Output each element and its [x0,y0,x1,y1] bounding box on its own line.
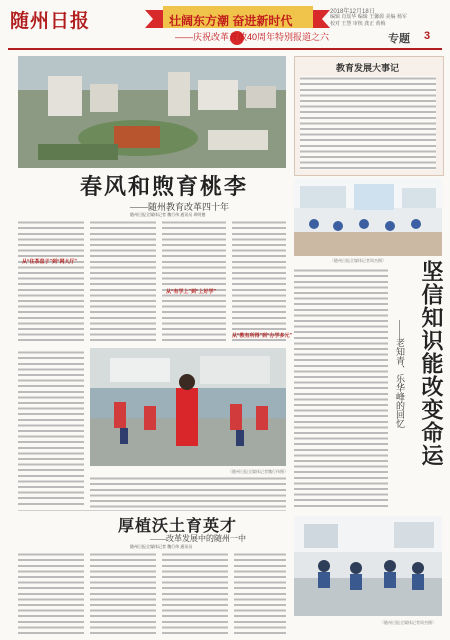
page-number: 3 [424,30,431,42]
side-story-text [294,268,388,508]
bottom-story-column-3 [162,552,228,634]
bottom-story-subtitle: ——改革发展中的随州一中 [150,534,246,543]
aerial-campus-photo [18,56,286,168]
bottom-story-column-4 [234,552,286,634]
main-story-column-4 [232,220,286,344]
bottom-story-column-2 [90,552,156,634]
classroom-photo-caption: （随州日报全媒体记者周杰摄） [330,258,386,263]
events-box-title: 教育发展大事记 [336,63,400,73]
section-label: 专题 [388,33,410,45]
anniversary-banner [145,2,330,48]
main-story-subhead-2: 从“有学上”到“上好学” [166,289,217,295]
issue-date: 2018年12月18日 [330,9,375,15]
events-box-text [300,76,436,170]
main-story-title: 春风和煦育桃李 [80,174,249,199]
lab-photo-caption: （随州日报全媒体记者周杰摄） [380,620,436,625]
performance-photo-caption: （随州日报全媒体记者魏行伟摄） [228,469,288,474]
main-story-column-5 [18,350,84,506]
bottom-story-byline: 随州日报全媒体记者 魏行伟 通讯员 [130,544,193,549]
main-story-column-6 [90,476,286,508]
header-rule [8,48,442,50]
main-story-subhead-3: 从“教有所得”到“办学多元” [232,333,293,339]
banner-headline: 壮阔东方潮 奋进新时代 [169,14,293,28]
side-story-title: 坚信知识能改变命运 [419,260,444,467]
newspaper-masthead: 随州日报 [10,11,91,32]
editor-credits: 编辑 肖瑶华 编辑 王馨源 美编 杨军 校对 王慧 审核 龚正 黄梅 [330,14,407,27]
bottom-story-column-1 [18,552,84,634]
main-story-column-2 [90,220,156,344]
student-performance-photo [90,348,286,466]
main-story-byline: 随州日报全媒体记者 魏行伟 通讯员 周明德 [130,212,206,217]
science-lab-photo [294,516,442,616]
section-divider [18,510,286,511]
main-story-subhead-1: 从“住茶盘子”到“网大厅” [22,259,78,265]
main-story-column-1 [18,220,84,344]
side-story-subtitle: ——老知青、乐华峰的回忆 [395,320,405,428]
main-story-column-3 [162,220,226,344]
banner-subline: ——庆祝改革开放40周年特别报道之六 [175,32,330,42]
side-story-heading [392,260,442,510]
classroom-photo [294,178,442,256]
bottom-story-title: 厚植沃土育英才 [118,518,238,535]
main-story-subtitle: ——随州教育改革四十年 [130,202,230,212]
